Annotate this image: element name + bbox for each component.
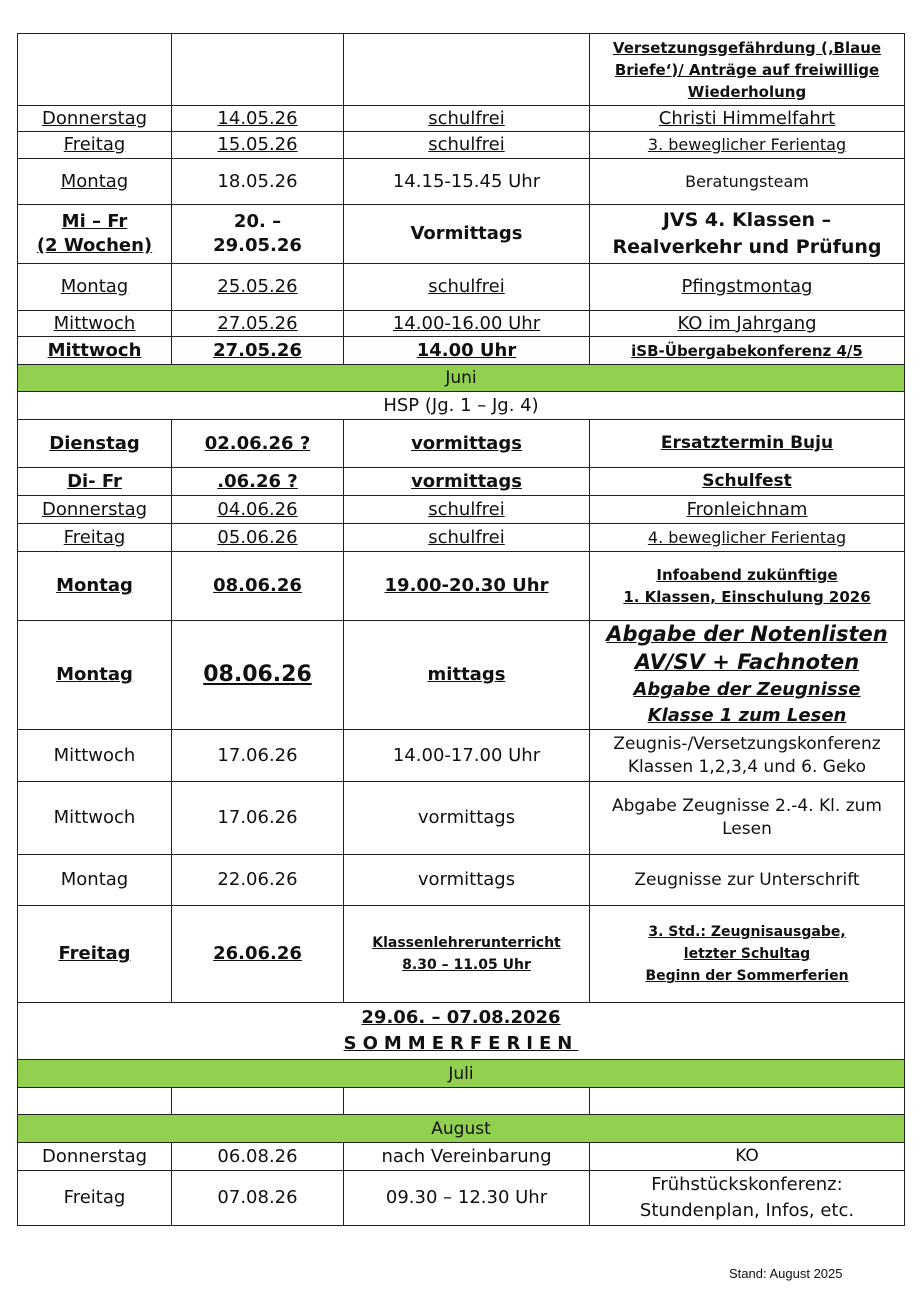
table-row xyxy=(18,337,905,365)
table-row xyxy=(18,132,905,159)
table-row xyxy=(18,730,905,782)
date-cell: 15.05.26 xyxy=(172,132,344,159)
date-cell: 06.08.26 xyxy=(172,1143,344,1171)
table-row xyxy=(18,906,905,1003)
date-cell: 08.06.26 xyxy=(172,552,344,621)
table-row xyxy=(18,621,905,730)
date-cell: 20. – 29.05.26 xyxy=(172,205,344,264)
event-cell: Abgabe der Notenlisten AV/SV + Fachnoten Abgabe der Zeugnisse Klasse 1 zum Lesen xyxy=(590,621,905,730)
table-row xyxy=(18,1171,905,1226)
date-cell: 26.06.26 xyxy=(172,906,344,1003)
event-cell: Schulfest xyxy=(590,468,905,496)
event-cell: Infoabend zukünftige 1. Klassen, Einschulung 2026 xyxy=(590,552,905,621)
time-cell: 09.30 – 12.30 Uhr xyxy=(344,1171,590,1226)
date-cell: 27.05.26 xyxy=(172,311,344,337)
month-row-juni xyxy=(18,365,905,392)
event-cell: Zeugnis-/Versetzungskonferenz Klassen 1,2,3,4 und 6. Geko xyxy=(590,730,905,782)
day-cell: Montag xyxy=(18,621,172,730)
day-cell: Montag xyxy=(18,264,172,311)
table-row xyxy=(18,420,905,468)
day-cell: Freitag xyxy=(18,906,172,1003)
event-cell: 3. Std.: Zeugnisausgabe, letzter Schultag Beginn der Sommerferien xyxy=(590,906,905,1003)
event-cell: KO im Jahrgang xyxy=(590,311,905,337)
time-cell: 19.00-20.30 Uhr xyxy=(344,552,590,621)
hsp-row xyxy=(18,392,905,420)
month-label: Juni xyxy=(18,365,905,392)
date-cell: 07.08.26 xyxy=(172,1171,344,1226)
time-cell: mittags xyxy=(344,621,590,730)
event-cell: Pfingstmontag xyxy=(590,264,905,311)
date-cell: 17.06.26 xyxy=(172,782,344,855)
date-cell: 22.06.26 xyxy=(172,855,344,906)
table-row xyxy=(18,106,905,132)
table-row xyxy=(18,159,905,205)
summer-break-cell xyxy=(18,1003,905,1060)
date-cell: .06.26 ? xyxy=(172,468,344,496)
date-cell: 04.06.26 xyxy=(172,496,344,524)
time-cell: schulfrei xyxy=(344,132,590,159)
table-row xyxy=(18,782,905,855)
time-cell: Klassenlehrerunterricht 8.30 – 11.05 Uhr xyxy=(344,906,590,1003)
time-cell: schulfrei xyxy=(344,264,590,311)
day-cell: Montag xyxy=(18,552,172,621)
day-cell: Mittwoch xyxy=(18,730,172,782)
date-cell: 14.05.26 xyxy=(172,106,344,132)
date-cell: 27.05.26 xyxy=(172,337,344,365)
month-label: August xyxy=(18,1115,905,1143)
day-cell: Montag xyxy=(18,855,172,906)
month-label: Juli xyxy=(18,1060,905,1088)
summer-label: SOMMERFERIEN xyxy=(343,1033,579,1054)
time-cell: 14.15-15.45 Uhr xyxy=(344,159,590,205)
date-cell: 25.05.26 xyxy=(172,264,344,311)
date-cell: 08.06.26 xyxy=(172,621,344,730)
time-cell: 14.00-17.00 Uhr xyxy=(344,730,590,782)
event-cell: 3. beweglicher Ferientag xyxy=(590,132,905,159)
table-row xyxy=(18,311,905,337)
time-cell: 14.00-16.00 Uhr xyxy=(344,311,590,337)
schedule-table xyxy=(17,33,905,1226)
table-row xyxy=(18,552,905,621)
hsp-label: HSP (Jg. 1 – Jg. 4) xyxy=(18,392,905,420)
time-cell: schulfrei xyxy=(344,496,590,524)
event-cell: Fronleichnam xyxy=(590,496,905,524)
time-cell: 14.00 Uhr xyxy=(344,337,590,365)
event-cell: JVS 4. Klassen – Realverkehr und Prüfung xyxy=(590,205,905,264)
time-cell: Vormittags xyxy=(344,205,590,264)
time-cell: vormittags xyxy=(344,420,590,468)
date-cell: 02.06.26 ? xyxy=(172,420,344,468)
table-row xyxy=(18,264,905,311)
day-cell: Dienstag xyxy=(18,420,172,468)
day-cell: Donnerstag xyxy=(18,496,172,524)
day-cell: Donnerstag xyxy=(18,106,172,132)
event-cell: iSB-Übergabekonferenz 4/5 xyxy=(590,337,905,365)
table-row xyxy=(18,855,905,906)
day-cell: Freitag xyxy=(18,1171,172,1226)
event-cell: Christi Himmelfahrt xyxy=(590,106,905,132)
month-row-juli xyxy=(18,1060,905,1088)
date-cell: 05.06.26 xyxy=(172,524,344,552)
table-row xyxy=(18,468,905,496)
time-cell: schulfrei xyxy=(344,524,590,552)
time-cell: vormittags xyxy=(344,855,590,906)
time-cell: schulfrei xyxy=(344,106,590,132)
table-row xyxy=(18,205,905,264)
event-cell: Beratungsteam xyxy=(590,159,905,205)
table-row xyxy=(18,524,905,552)
summer-break-row xyxy=(18,1003,905,1060)
day-cell: Donnerstag xyxy=(18,1143,172,1171)
header-note: Versetzungsgefährdung (‚Blaue Briefe‘)/ Anträge auf freiwillige Wiederholung xyxy=(590,34,905,106)
day-cell: Mittwoch xyxy=(18,782,172,855)
event-cell: KO xyxy=(590,1143,905,1171)
table-row xyxy=(18,1088,905,1115)
event-cell: Ersatztermin Buju xyxy=(590,420,905,468)
event-cell: Zeugnisse zur Unterschrift xyxy=(590,855,905,906)
event-cell: 4. beweglicher Ferientag xyxy=(590,524,905,552)
summer-dates: 29.06. – 07.08.2026 xyxy=(361,1007,561,1028)
date-cell: 17.06.26 xyxy=(172,730,344,782)
table-row xyxy=(18,496,905,524)
footer-stand: Stand: August 2025 xyxy=(729,1266,843,1281)
day-cell: Mittwoch xyxy=(18,337,172,365)
day-cell: Mi – Fr (2 Wochen) xyxy=(18,205,172,264)
month-row-august xyxy=(18,1115,905,1143)
day-cell: Freitag xyxy=(18,132,172,159)
day-cell: Di- Fr xyxy=(18,468,172,496)
time-cell: vormittags xyxy=(344,782,590,855)
date-cell: 18.05.26 xyxy=(172,159,344,205)
table-row xyxy=(18,34,905,106)
time-cell: nach Vereinbarung xyxy=(344,1143,590,1171)
day-cell: Mittwoch xyxy=(18,311,172,337)
day-cell: Freitag xyxy=(18,524,172,552)
day-cell: Montag xyxy=(18,159,172,205)
time-cell: vormittags xyxy=(344,468,590,496)
table-row xyxy=(18,1143,905,1171)
event-cell: Abgabe Zeugnisse 2.-4. Kl. zum Lesen xyxy=(590,782,905,855)
event-cell: Frühstückskonferenz: Stundenplan, Infos, etc. xyxy=(590,1171,905,1226)
